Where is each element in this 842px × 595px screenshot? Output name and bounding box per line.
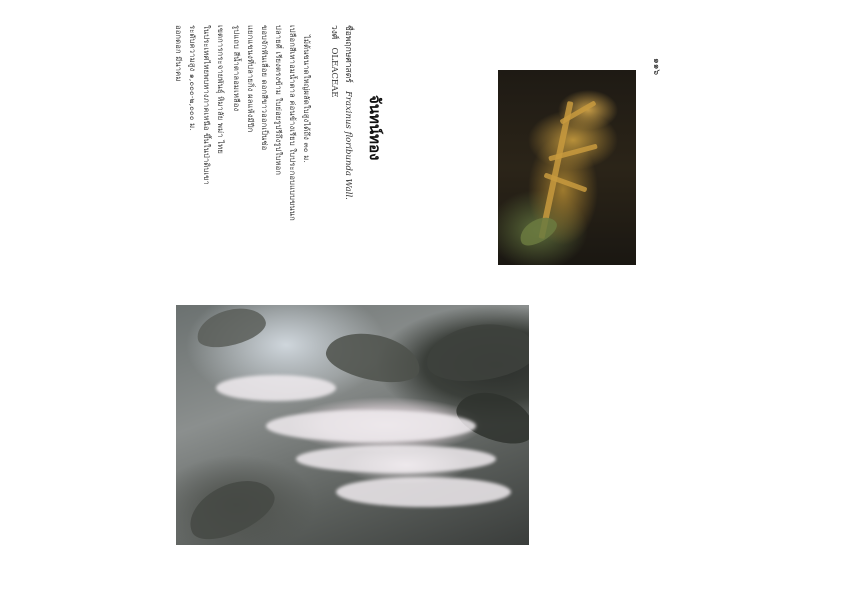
family-label: วงศ์ <box>329 25 339 40</box>
body-line: ออกดอก มีนาคม <box>174 25 183 82</box>
family-name: OLEACEAE <box>329 47 339 98</box>
page-title: จันทน์ทอง <box>366 95 384 161</box>
text-column <box>172 25 382 265</box>
page-number <box>648 58 668 78</box>
body-line: รูปแถบ สีน้ำตาลอมเหลือง <box>232 25 241 112</box>
scientific-name-line <box>344 25 353 200</box>
body-line: เปลือกสีเทาอมน้ำตาล ค่อนข้างเรียบ ใบประกอบแบบขนนก <box>288 25 297 221</box>
flower-cluster <box>216 375 336 401</box>
scientific-label: ชื่อพฤกษศาสตร์ <box>343 25 353 83</box>
flower-cluster <box>336 477 511 507</box>
flower-photo <box>176 305 529 545</box>
scientific-name: Fraxinus floribunda Wall. <box>343 90 353 200</box>
seed-photo <box>498 70 636 265</box>
body-line: แยกแขนงที่ปลายกิ่ง ผลแห้งมีปีก <box>246 25 255 133</box>
family-line <box>330 25 339 97</box>
leaf-shape <box>423 318 529 388</box>
body-line: ขอบจักฟันเลื่อย ดอกสีขาวออกเป็นช่อ <box>260 25 269 151</box>
body-line: ไม้ต้นขนาดใหญ่ผลัดใบสูงได้ถึง ๓๐ ม. <box>302 35 311 163</box>
page-number-text: ๑๑๖ <box>651 58 661 76</box>
body-line: ปลายคี่ เรียงตรงข้าม ใบย่อยรูปรีถึงรูปใบหอก <box>274 25 283 176</box>
flower-cluster <box>296 445 496 473</box>
body-line: เขตการกระจายพันธุ์ หิมาลัย พม่า ไทย <box>216 25 225 154</box>
body-line: ในประเทศไทยพบทางภาคเหนือ ขึ้นในป่าดิบเขา <box>202 25 211 185</box>
leaf-shape <box>322 326 424 390</box>
body-line: ระดับความสูง ๑,๐๐๐-๒,๐๐๐ ม. <box>188 25 197 131</box>
flower-cluster <box>266 410 476 442</box>
leaf-shape <box>193 305 270 353</box>
leaf-shape <box>180 468 282 545</box>
leaf-shape <box>515 211 561 250</box>
